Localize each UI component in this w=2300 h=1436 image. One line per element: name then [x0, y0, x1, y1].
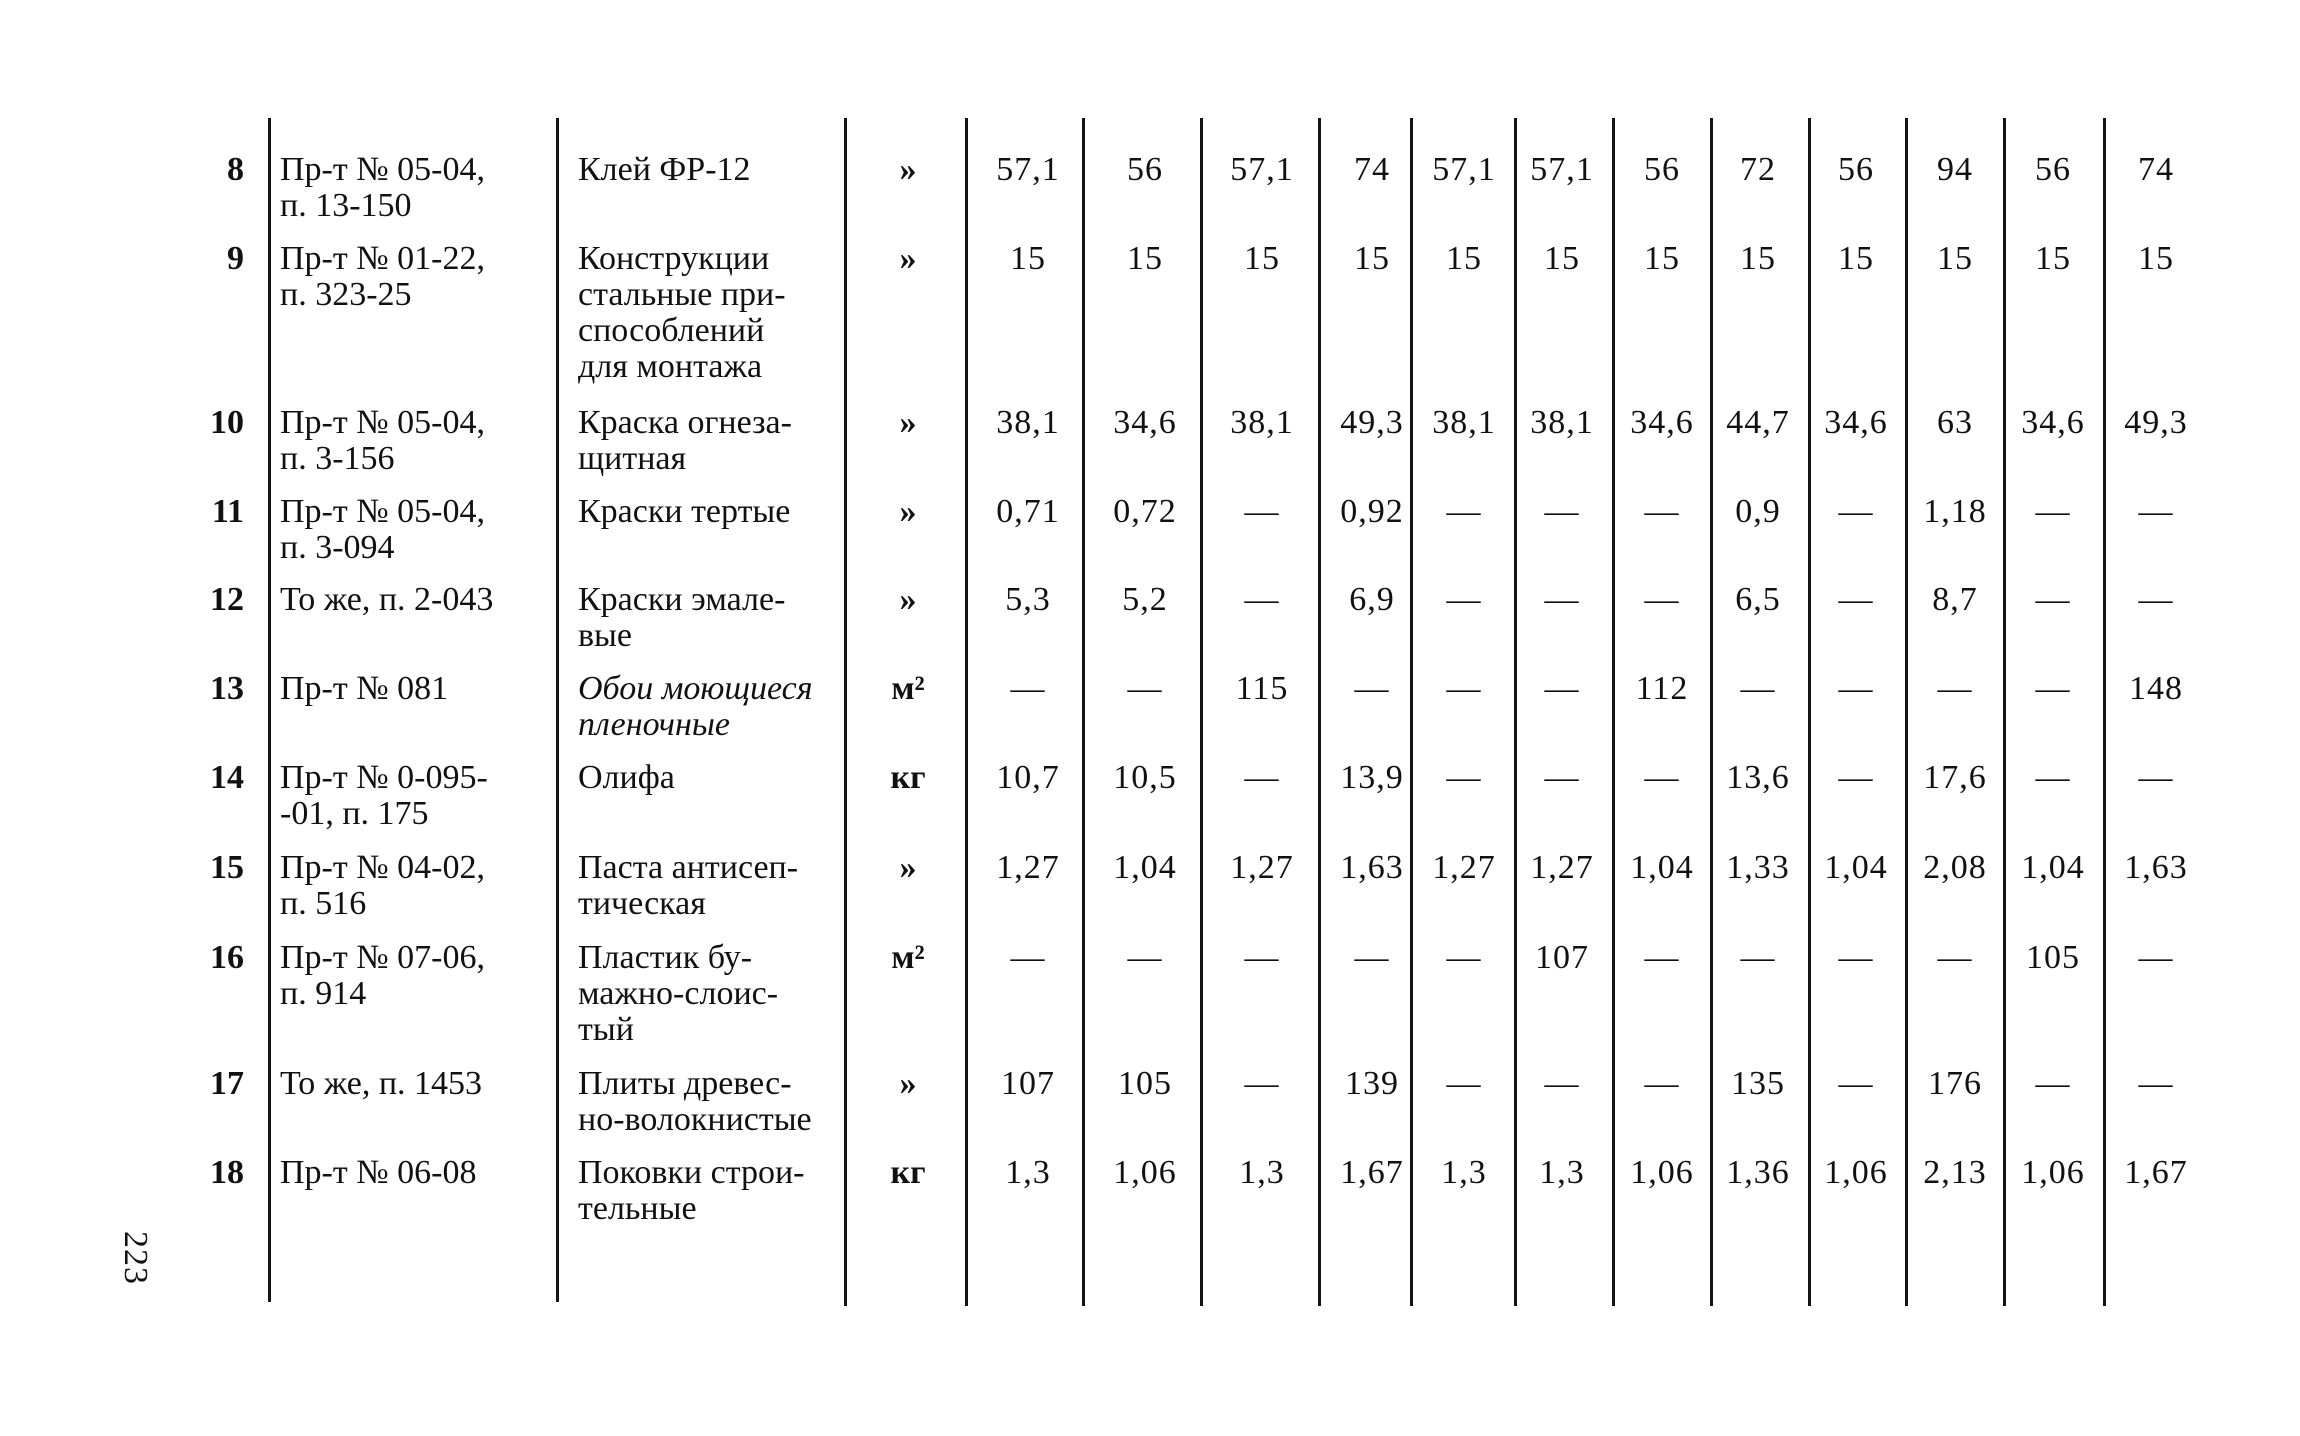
value-cell: — [1838, 939, 1874, 976]
material-line: щитная [578, 440, 687, 477]
material-name [578, 241, 786, 385]
value-cell: 0,72 [1113, 493, 1177, 530]
value-cell: 49,3 [1340, 404, 1404, 441]
value-cell: 1,04 [1824, 849, 1888, 886]
value-cell: 15 [1127, 240, 1163, 277]
source-line: Пр-т № 06-08 [280, 1154, 477, 1191]
source-line: Пр-т № 04-02, [280, 849, 485, 886]
source-reference [280, 241, 485, 313]
value-cell: — [1010, 939, 1046, 976]
value-cell: 74 [2138, 151, 2174, 188]
value-cell: 105 [2026, 939, 2080, 976]
value-cell: 17,6 [1923, 759, 1987, 796]
value-cell: 1,3 [1005, 1154, 1051, 1191]
value-cell: 10,7 [996, 759, 1060, 796]
value-cell: 1,27 [1230, 849, 1294, 886]
value-cell: 38,1 [996, 404, 1060, 441]
source-line: То же, п. 1453 [280, 1065, 483, 1102]
value-cell: — [1838, 581, 1874, 618]
value-cell: — [1937, 939, 1973, 976]
value-cell: 34,6 [1113, 404, 1177, 441]
material-name [578, 671, 813, 743]
source-reference [280, 1155, 477, 1191]
column-rule [1905, 118, 1908, 1306]
source-line: Пр-т № 05-04, [280, 404, 485, 441]
value-cell: — [1544, 1065, 1580, 1102]
material-name [578, 760, 675, 796]
source-line: Пр-т № 05-04, [280, 151, 485, 188]
value-cell: 1,06 [1113, 1154, 1177, 1191]
column-rule [965, 118, 968, 1306]
value-cell: 1,63 [1340, 849, 1404, 886]
value-cell: 15 [1544, 240, 1580, 277]
material-line: Конструкции [578, 240, 770, 277]
material-line: тый [578, 1011, 634, 1048]
value-cell: 1,67 [2124, 1154, 2188, 1191]
value-cell: 2,08 [1923, 849, 1987, 886]
value-cell: 1,27 [1530, 849, 1594, 886]
material-line: мажно-слоис- [578, 975, 779, 1012]
value-cell: 1,04 [2021, 849, 2085, 886]
value-cell: 2,13 [1923, 1154, 1987, 1191]
value-cell: — [1838, 670, 1874, 707]
value-cell: — [1544, 493, 1580, 530]
unit-cell: » [899, 151, 917, 188]
source-line: п. 3-156 [280, 440, 395, 477]
value-cell: 63 [1937, 404, 1973, 441]
source-reference [280, 1066, 482, 1102]
unit-cell: кг [890, 1154, 926, 1191]
value-cell: — [2138, 759, 2174, 796]
column-rule [268, 118, 271, 1302]
source-line: -01, п. 175 [280, 795, 429, 832]
row-number: 10 [210, 404, 244, 441]
source-line: п. 3-094 [280, 529, 395, 566]
value-cell: — [2035, 670, 2071, 707]
row-number: 18 [210, 1154, 244, 1191]
value-cell: 1,18 [1923, 493, 1987, 530]
value-cell: 6,5 [1735, 581, 1781, 618]
material-line: пленочные [578, 706, 730, 743]
source-line: Пр-т № 07-06, [280, 939, 485, 976]
value-cell: 13,9 [1340, 759, 1404, 796]
value-cell: 1,04 [1630, 849, 1694, 886]
value-cell: — [1446, 1065, 1482, 1102]
value-cell: 56 [1838, 151, 1874, 188]
unit-cell: м² [891, 670, 925, 707]
unit-cell: » [899, 849, 917, 886]
value-cell: 34,6 [1824, 404, 1888, 441]
material-line: тическая [578, 885, 706, 922]
value-cell: 34,6 [1630, 404, 1694, 441]
value-cell: — [2035, 581, 2071, 618]
row-number: 12 [210, 581, 244, 618]
material-name [578, 582, 785, 654]
column-rule [1200, 118, 1203, 1306]
value-cell: 5,3 [1005, 581, 1051, 618]
value-cell: 0,9 [1735, 493, 1781, 530]
value-cell: 15 [1010, 240, 1046, 277]
source-line: п. 516 [280, 885, 367, 922]
value-cell: 56 [1127, 151, 1163, 188]
value-cell: 44,7 [1726, 404, 1790, 441]
value-cell: 13,6 [1726, 759, 1790, 796]
value-cell: 15 [1644, 240, 1680, 277]
source-reference [280, 494, 485, 566]
value-cell: — [1244, 581, 1280, 618]
value-cell: 74 [1354, 151, 1390, 188]
material-line: Краски тертые [578, 493, 791, 530]
value-cell: — [1446, 493, 1482, 530]
value-cell: — [1644, 493, 1680, 530]
value-cell: — [2035, 759, 2071, 796]
value-cell: — [2035, 1065, 2071, 1102]
value-cell: — [1446, 670, 1482, 707]
source-reference [280, 582, 493, 618]
value-cell: — [1838, 759, 1874, 796]
value-cell: — [1937, 670, 1973, 707]
value-cell: 107 [1001, 1065, 1055, 1102]
value-cell: — [1644, 1065, 1680, 1102]
value-cell: 15 [2035, 240, 2071, 277]
row-number: 9 [227, 240, 244, 277]
material-line: Клей ФР-12 [578, 151, 751, 188]
value-cell: — [2138, 581, 2174, 618]
value-cell: 38,1 [1432, 404, 1496, 441]
value-cell: — [1544, 670, 1580, 707]
value-cell: 38,1 [1530, 404, 1594, 441]
value-cell: 115 [1235, 670, 1289, 707]
source-line: Пр-т № 0-095- [280, 759, 488, 796]
value-cell: 10,5 [1113, 759, 1177, 796]
column-rule [2103, 118, 2106, 1306]
value-cell: — [1244, 1065, 1280, 1102]
value-cell: — [2138, 1065, 2174, 1102]
value-cell: 1,3 [1239, 1154, 1285, 1191]
source-line: Пр-т № 05-04, [280, 493, 485, 530]
value-cell: — [1544, 581, 1580, 618]
row-number: 17 [210, 1065, 244, 1102]
value-cell: — [1127, 670, 1163, 707]
value-cell: 49,3 [2124, 404, 2188, 441]
value-cell: 15 [2138, 240, 2174, 277]
material-line: Краска огнеза- [578, 404, 792, 441]
row-number: 13 [210, 670, 244, 707]
value-cell: 148 [2129, 670, 2183, 707]
value-cell: 105 [1118, 1065, 1172, 1102]
value-cell: 1,06 [1824, 1154, 1888, 1191]
value-cell: — [1244, 759, 1280, 796]
column-rule [1710, 118, 1713, 1306]
source-reference [280, 940, 485, 1012]
value-cell: — [1446, 581, 1482, 618]
source-line: п. 914 [280, 975, 367, 1012]
material-line: Обои моющиеся [578, 670, 813, 707]
unit-cell: » [899, 404, 917, 441]
unit-cell: » [899, 493, 917, 530]
row-number: 16 [210, 939, 244, 976]
value-cell: — [1838, 493, 1874, 530]
value-cell: — [1010, 670, 1046, 707]
material-line: вые [578, 617, 632, 654]
column-rule [1318, 118, 1321, 1306]
material-line: Паста антисеп- [578, 849, 799, 886]
value-cell: 1,27 [1432, 849, 1496, 886]
source-reference [280, 850, 485, 922]
value-cell: 1,36 [1726, 1154, 1790, 1191]
value-cell: — [1354, 670, 1390, 707]
value-cell: 57,1 [1230, 151, 1294, 188]
material-line: тельные [578, 1190, 697, 1227]
value-cell: 57,1 [1530, 151, 1594, 188]
material-line: способлений [578, 312, 765, 349]
value-cell: 176 [1928, 1065, 1982, 1102]
column-rule [2003, 118, 2006, 1306]
material-line: Краски эмале- [578, 581, 786, 618]
value-cell: 1,33 [1726, 849, 1790, 886]
material-line: Поковки строи- [578, 1154, 805, 1191]
material-name [578, 152, 751, 188]
value-cell: 5,2 [1122, 581, 1168, 618]
value-cell: — [1644, 759, 1680, 796]
value-cell: 135 [1731, 1065, 1785, 1102]
value-cell: 57,1 [1432, 151, 1496, 188]
column-rule [1514, 118, 1517, 1306]
value-cell: 1,04 [1113, 849, 1177, 886]
value-cell: — [2035, 493, 2071, 530]
value-cell: — [2138, 939, 2174, 976]
value-cell: 1,3 [1539, 1154, 1585, 1191]
value-cell: 38,1 [1230, 404, 1294, 441]
row-number: 15 [210, 849, 244, 886]
unit-cell: » [899, 240, 917, 277]
value-cell: — [1740, 939, 1776, 976]
material-line: для монтажа [578, 348, 763, 385]
value-cell: 57,1 [996, 151, 1060, 188]
column-rule [1082, 118, 1085, 1306]
material-name [578, 940, 778, 1048]
column-rule [1808, 118, 1811, 1306]
value-cell: 112 [1635, 670, 1689, 707]
source-line: Пр-т № 01-22, [280, 240, 485, 277]
page-number: 223 [117, 1231, 154, 1285]
row-number: 8 [227, 151, 244, 188]
value-cell: 139 [1345, 1065, 1399, 1102]
source-reference [280, 671, 448, 707]
value-cell: — [1644, 939, 1680, 976]
value-cell: 1,3 [1441, 1154, 1487, 1191]
unit-cell: » [899, 581, 917, 618]
source-line: Пр-т № 081 [280, 670, 449, 707]
source-line: То же, п. 2-043 [280, 581, 494, 618]
column-rule [1612, 118, 1615, 1306]
source-line: п. 13-150 [280, 187, 412, 224]
material-name [578, 1066, 812, 1138]
material-name [578, 405, 792, 477]
unit-cell: » [899, 1065, 917, 1102]
source-line: п. 323-25 [280, 276, 412, 313]
value-cell: 56 [1644, 151, 1680, 188]
value-cell: — [1446, 759, 1482, 796]
value-cell: — [1644, 581, 1680, 618]
value-cell: 15 [1937, 240, 1973, 277]
row-number: 11 [211, 493, 244, 530]
material-name [578, 1155, 805, 1227]
source-reference [280, 760, 488, 832]
value-cell: — [1127, 939, 1163, 976]
row-number: 14 [210, 759, 244, 796]
value-cell: 15 [1446, 240, 1482, 277]
source-reference [280, 405, 485, 477]
unit-cell: м² [891, 939, 925, 976]
value-cell: 1,67 [1340, 1154, 1404, 1191]
value-cell: 1,27 [996, 849, 1060, 886]
value-cell: 56 [2035, 151, 2071, 188]
column-rule [1410, 118, 1413, 1306]
value-cell: 72 [1740, 151, 1776, 188]
value-cell: 15 [1740, 240, 1776, 277]
value-cell: 0,71 [996, 493, 1060, 530]
material-line: Плиты древес- [578, 1065, 792, 1102]
value-cell: — [1244, 939, 1280, 976]
value-cell: 6,9 [1349, 581, 1395, 618]
column-rule [844, 118, 847, 1306]
source-reference [280, 152, 485, 224]
value-cell: 0,92 [1340, 493, 1404, 530]
value-cell: 15 [1354, 240, 1390, 277]
material-name [578, 494, 790, 530]
value-cell: 15 [1838, 240, 1874, 277]
value-cell: 107 [1535, 939, 1589, 976]
value-cell: 34,6 [2021, 404, 2085, 441]
value-cell: — [1244, 493, 1280, 530]
column-rule [556, 118, 559, 1302]
value-cell: 8,7 [1932, 581, 1978, 618]
value-cell: — [1740, 670, 1776, 707]
value-cell: 15 [1244, 240, 1280, 277]
material-line: но-волокнистые [578, 1101, 812, 1138]
value-cell: — [2138, 493, 2174, 530]
material-name [578, 850, 798, 922]
value-cell: — [1544, 759, 1580, 796]
unit-cell: кг [890, 759, 926, 796]
value-cell: — [1838, 1065, 1874, 1102]
material-line: стальные при- [578, 276, 786, 313]
value-cell: — [1446, 939, 1482, 976]
value-cell: 1,63 [2124, 849, 2188, 886]
material-line: Олифа [578, 759, 675, 796]
value-cell: 1,06 [1630, 1154, 1694, 1191]
value-cell: 94 [1937, 151, 1973, 188]
value-cell: 1,06 [2021, 1154, 2085, 1191]
value-cell: — [1354, 939, 1390, 976]
material-line: Пластик бу- [578, 939, 753, 976]
